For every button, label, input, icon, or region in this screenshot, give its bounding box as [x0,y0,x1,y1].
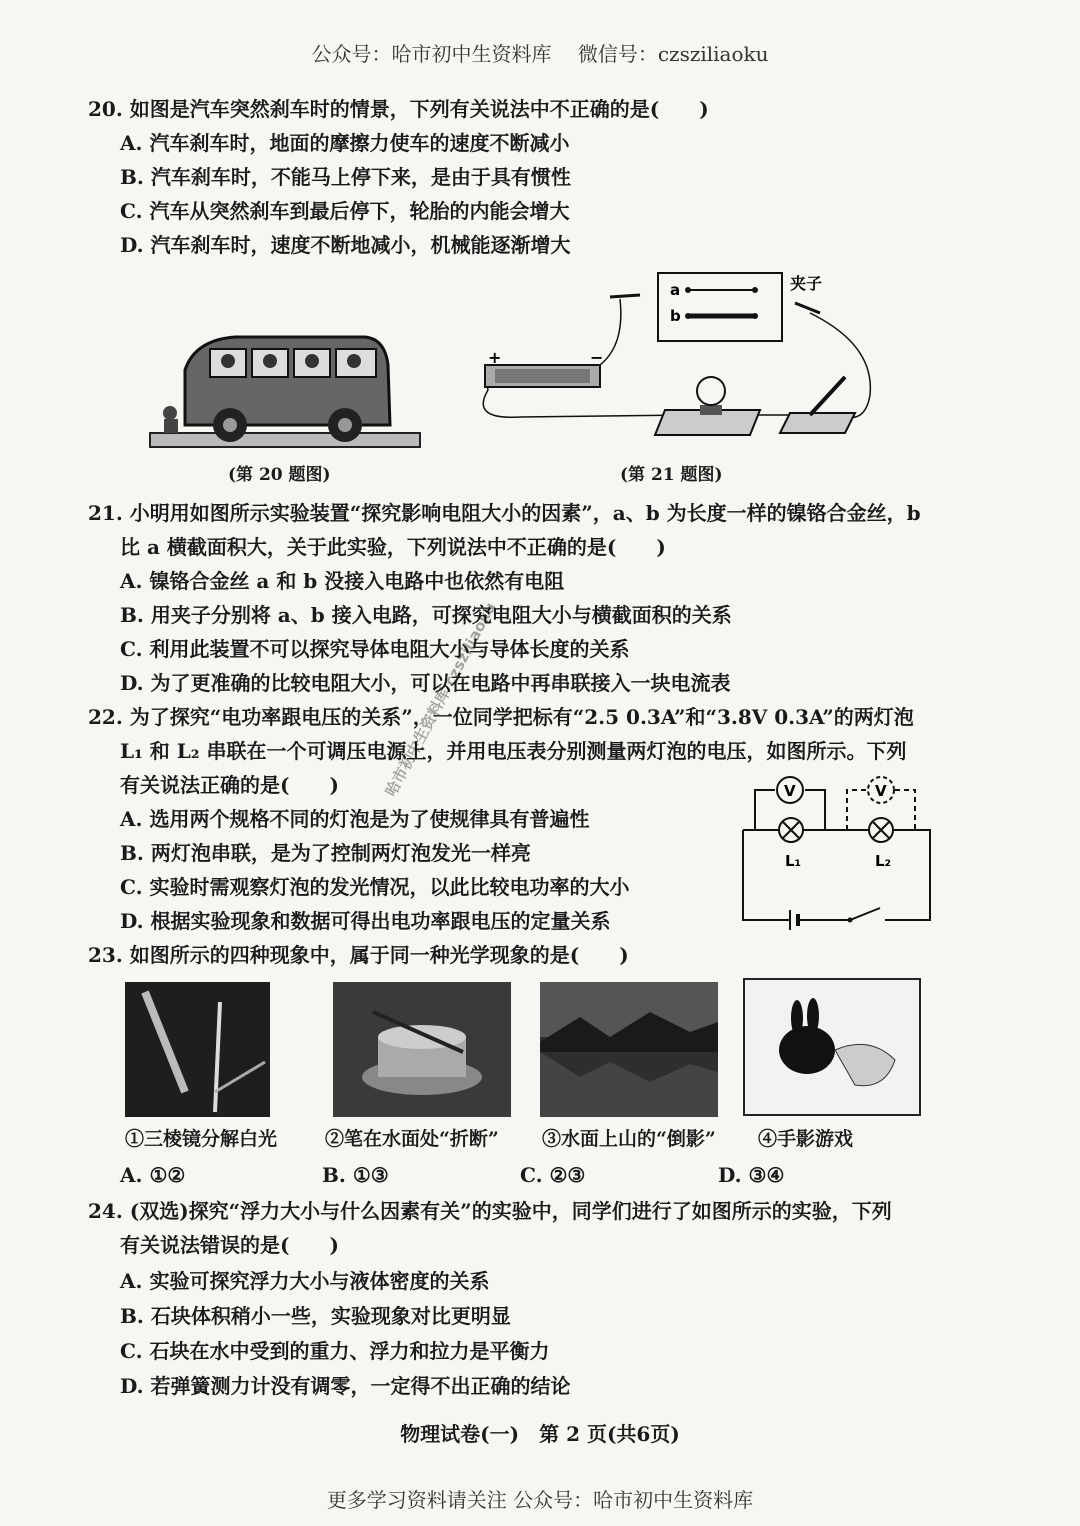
q21-option-d: D. 为了更准确的比较电阻大小，可以在电路中再串联接入一块电流表 [120,671,731,695]
q23-caption-3: ③水面上山的“倒影” [542,1128,716,1150]
q23-photo-pen-in-water [333,982,511,1117]
wire-b-label: b [670,307,681,325]
q23-choice-c: C. ②③ [520,1163,586,1187]
q22-option-a: A. 选用两个规格不同的灯泡是为了使规律具有普遍性 [120,807,590,831]
q22-option-b: B. 两灯泡串联，是为了控制两灯泡发光一样亮 [120,841,531,865]
lamp-l1-label: L₁ [785,852,802,870]
q20-stem: 20. 如图是汽车突然刹车时的情景，下列有关说法中不正确的是( ) [88,97,709,121]
q20-caption: (第 20 题图) [228,465,331,485]
q22-figure-circuit [735,770,940,935]
wire-a-label: a [670,281,681,299]
q23-caption-2: ②笔在水面处“折断” [325,1128,499,1150]
q21-stem-line2: 比 a 横截面积大，关于此实验，下列说法中不正确的是( ) [120,535,666,559]
q23-photo-prism [125,982,270,1117]
clip-label: 夹子 [790,274,823,293]
q20-option-a: A. 汽车刹车时，地面的摩擦力使车的速度不断减小 [120,131,570,155]
q22-option-d: D. 根据实验现象和数据可得出电功率跟电压的定量关系 [120,909,611,933]
q20-option-c: C. 汽车从突然刹车到最后停下，轮胎的内能会增大 [120,199,570,223]
q21-option-c: C. 利用此装置不可以探究导体电阻大小与导体长度的关系 [120,637,630,661]
bottom-footer: 更多学习资料请关注 公众号：哈市初中生资料库 [326,1488,754,1512]
voltmeter-2-label: V [875,782,887,800]
q21-caption: (第 21 题图) [620,465,723,485]
q23-stem: 23. 如图所示的四种现象中，属于同一种光学现象的是( ) [88,943,629,967]
q20-option-d: D. 汽车刹车时，速度不断地减小，机械能逐渐增大 [120,233,571,257]
voltmeter-1-label: V [784,782,796,800]
q24-option-a: A. 实验可探究浮力大小与液体密度的关系 [120,1269,490,1293]
battery-minus: − [590,348,604,367]
q23-photo-hand-shadow [743,978,921,1116]
header-banner: 公众号：哈市初中生资料库 微信号：czsziliaoku [311,42,769,66]
q21-figure-circuit [460,265,900,460]
battery-plus: + [488,348,502,367]
lamp-l2-label: L₂ [875,852,892,870]
q24-option-d: D. 若弹簧测力计没有调零，一定得不出正确的结论 [120,1374,571,1398]
q23-choice-d: D. ③④ [718,1163,785,1187]
q24-option-b: B. 石块体积稍小一些，实验现象对比更明显 [120,1304,511,1328]
q24-stem-line1: 24. (双选)探究“浮力大小与什么因素有关”的实验中，同学们进行了如图所示的实验，下列 [88,1199,892,1223]
q23-choice-b: B. ①③ [322,1163,389,1187]
watermark: 哈市初中生资料库 czsziliaoku [381,599,500,800]
q22-option-c: C. 实验时需观察灯泡的发光情况，以此比较电功率的大小 [120,875,630,899]
q24-option-c: C. 石块在水中受到的重力、浮力和拉力是平衡力 [120,1339,550,1363]
q22-stem-line2: L₁ 和 L₂ 串联在一个可调压电源上，并用电压表分别测量两灯泡的电压，如图所示。下列 [120,739,907,763]
q20-option-b: B. 汽车刹车时，不能马上停下来，是由于具有惯性 [120,165,571,189]
q21-stem-line1: 21. 小明用如图所示实验装置“探究影响电阻大小的因素”，a、b 为长度一样的镍铬合金丝，b [88,501,921,525]
page-footer: 物理试卷(一) 第 2 页(共6页) [400,1422,680,1446]
q23-caption-1: ①三棱镜分解白光 [125,1128,278,1150]
q21-option-a: A. 镍铬合金丝 a 和 b 没接入电路中也依然有电阻 [120,569,565,593]
q20-figure-bus [140,325,430,455]
q21-option-b: B. 用夹子分别将 a、b 接入电路，可探究电阻大小与横截面积的关系 [120,603,732,627]
q24-stem-line2: 有关说法错误的是( ) [120,1233,339,1257]
q23-caption-4: ④手影游戏 [758,1128,854,1150]
q22-stem-line3: 有关说法正确的是( ) [120,773,339,797]
q23-choice-a: A. ①② [120,1163,186,1187]
q23-photo-mountain-reflection [540,982,718,1117]
q22-stem-line1: 22. 为了探究“电功率跟电压的关系”，一位同学把标有“2.5 0.3A”和“3.8V 0.3A”的两灯泡 [88,705,914,729]
